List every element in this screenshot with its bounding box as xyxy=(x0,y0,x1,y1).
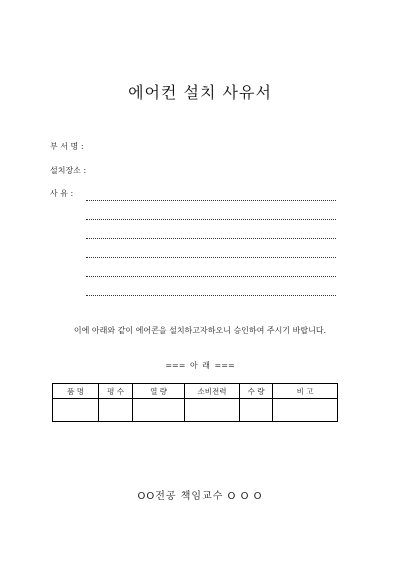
header-remarks: 비 고 xyxy=(273,384,338,399)
department-label: 부 서 명 : xyxy=(50,142,84,151)
reason-line xyxy=(86,276,336,277)
table-cell xyxy=(133,399,185,422)
document-title: 에어컨 설치 사유서 xyxy=(128,83,272,102)
approval-request-text: 이에 아래와 같이 에어콘을 설치하고자하오니 승인하여 주시기 바랍니다. xyxy=(73,326,327,335)
reason-line xyxy=(86,295,336,296)
install-location-label: 설치장소 : xyxy=(50,166,87,175)
reason-line xyxy=(86,238,336,239)
table-cell xyxy=(273,399,338,422)
header-quantity: 수 량 xyxy=(240,384,273,399)
header-item-name: 품 명 xyxy=(53,384,99,399)
table-header-row xyxy=(53,384,338,399)
reason-label: 사 유 : xyxy=(50,189,74,198)
reason-line xyxy=(86,219,336,220)
table-cell xyxy=(185,399,240,422)
reason-line xyxy=(86,257,336,258)
table-cell xyxy=(99,399,133,422)
table-row xyxy=(53,399,338,422)
item-table xyxy=(52,383,338,422)
details-heading: === 아 래 === xyxy=(165,361,235,370)
header-power-consumption: 소비전력 xyxy=(185,384,240,399)
table-cell xyxy=(240,399,273,422)
reason-line xyxy=(86,200,336,201)
signature-line: OO전공 책임교수 O O O xyxy=(137,491,263,502)
header-capacity: 열 량 xyxy=(133,384,185,399)
header-room-size: 평 수 xyxy=(99,384,133,399)
table-cell xyxy=(53,399,99,422)
